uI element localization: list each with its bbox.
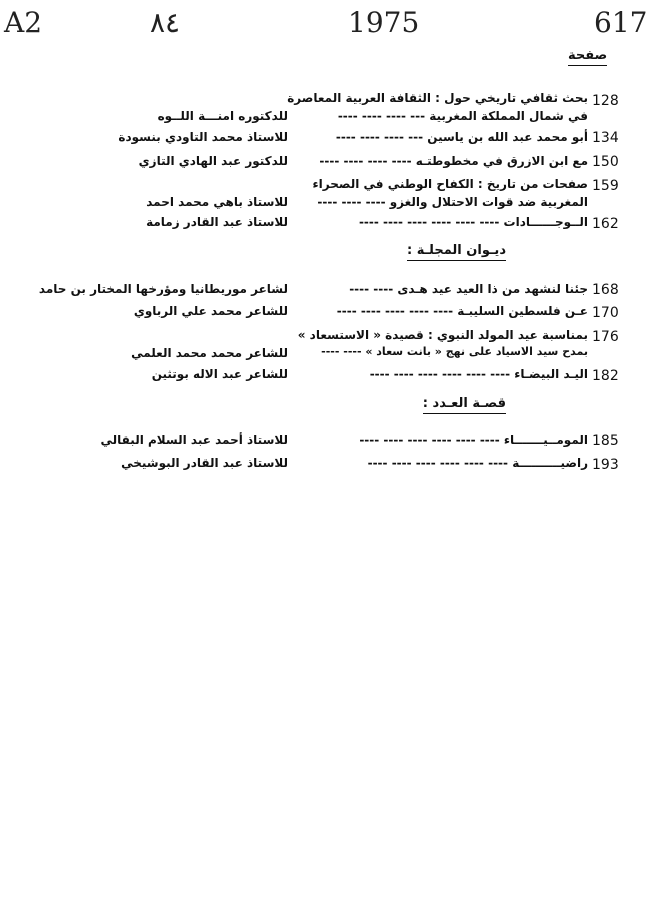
entry-author: للاستاذ عبد القادر البوشيخي: [121, 456, 288, 470]
entry-author: للدكتوره امنـــة اللــوه: [157, 109, 288, 123]
section-heading-qissa: قصـة العـدد :: [423, 396, 506, 414]
entry-title: صفحات من تاريخ : الكفاح الوطني في الصحراء: [312, 177, 588, 191]
entry-title: مع ابن الازرق في مخطوطتـه ---- ---- ---- ----: [319, 154, 588, 168]
entry-page-number: 168: [592, 282, 619, 298]
entry-author: للاستاذ أحمد عبد السلام البقالي: [100, 433, 288, 447]
entry-author: للشاعر محمد علي الرباوي: [133, 304, 288, 318]
entry-title: بمناسبة عيد المولد النبوي : قصيدة « الاستسعاد »: [297, 328, 588, 342]
entry-title-cont: المغربية ضد قوات الاحتلال والغزو ---- ---- ----: [317, 195, 588, 209]
entry-page-number: 182: [592, 368, 619, 384]
entry-page-number: 150: [592, 154, 619, 170]
handwritten-year: 1975: [348, 6, 420, 39]
entry-page-number: 176: [592, 329, 619, 345]
entry-page-number: 159: [592, 178, 619, 194]
handwritten-number: ٨٤: [150, 6, 181, 39]
entry-page-number: 185: [592, 433, 619, 449]
entry-page-number: 162: [592, 216, 619, 232]
entry-title: راضيــــــــــة ---- ---- ---- ---- ---- ----: [367, 456, 588, 470]
entry-author: للدكتور عبد الهادي التازي: [138, 154, 288, 168]
entry-title: عـن فلسطين السليبـة ---- ---- ---- ---- ----: [336, 304, 588, 318]
entry-author: للشاعر محمد محمد العلمي: [131, 346, 288, 360]
entry-title-cont: بمدح سيد الاسياد على نهج « بانت سعاد » ---- ----: [321, 345, 588, 358]
entry-title: جئنا لنشهد من ذا العيد عيد هـدى ---- ----: [349, 282, 588, 296]
entry-page-number: 193: [592, 457, 619, 473]
entry-title: الــوجــــــادات ---- ---- ---- ---- ---- ----: [358, 215, 588, 229]
entry-title: بحث ثقافي تاريخي حول : الثقافة العربية المعاصرة: [287, 91, 588, 105]
entry-author: للاستاذ عبد القادر زمامة: [146, 215, 288, 229]
entry-author: للاستاذ محمد التاودي بنسودة: [118, 130, 288, 144]
entry-title: المومــيـــــــاء ---- ---- ---- ---- ---- ----: [359, 433, 588, 447]
handwritten-code: A2: [4, 6, 43, 39]
entry-page-number: 128: [592, 93, 619, 109]
entry-page-number: 134: [592, 130, 619, 146]
page-column-header: صفحة: [568, 48, 607, 66]
entry-author: لشاعر موريطانيا ومؤرخها المختار بن حامد: [38, 282, 288, 296]
handwritten-page: 617: [594, 6, 648, 39]
entry-author: للاستاذ باهي محمد احمد: [146, 195, 288, 209]
section-heading-diwan: ديـوان المجلـة :: [407, 243, 506, 261]
entry-title-cont: في شمال المملكة المغربية --- ---- ---- ----: [337, 109, 588, 123]
entry-author: للشاعر عبد الاله بوتثين: [151, 367, 288, 381]
entry-page-number: 170: [592, 305, 619, 321]
entry-title: اليـد البيضـاء ---- ---- ---- ---- ---- ----: [369, 367, 588, 381]
entry-title: أبو محمد عبد الله بن ياسين --- ---- ---- ----: [335, 130, 588, 144]
